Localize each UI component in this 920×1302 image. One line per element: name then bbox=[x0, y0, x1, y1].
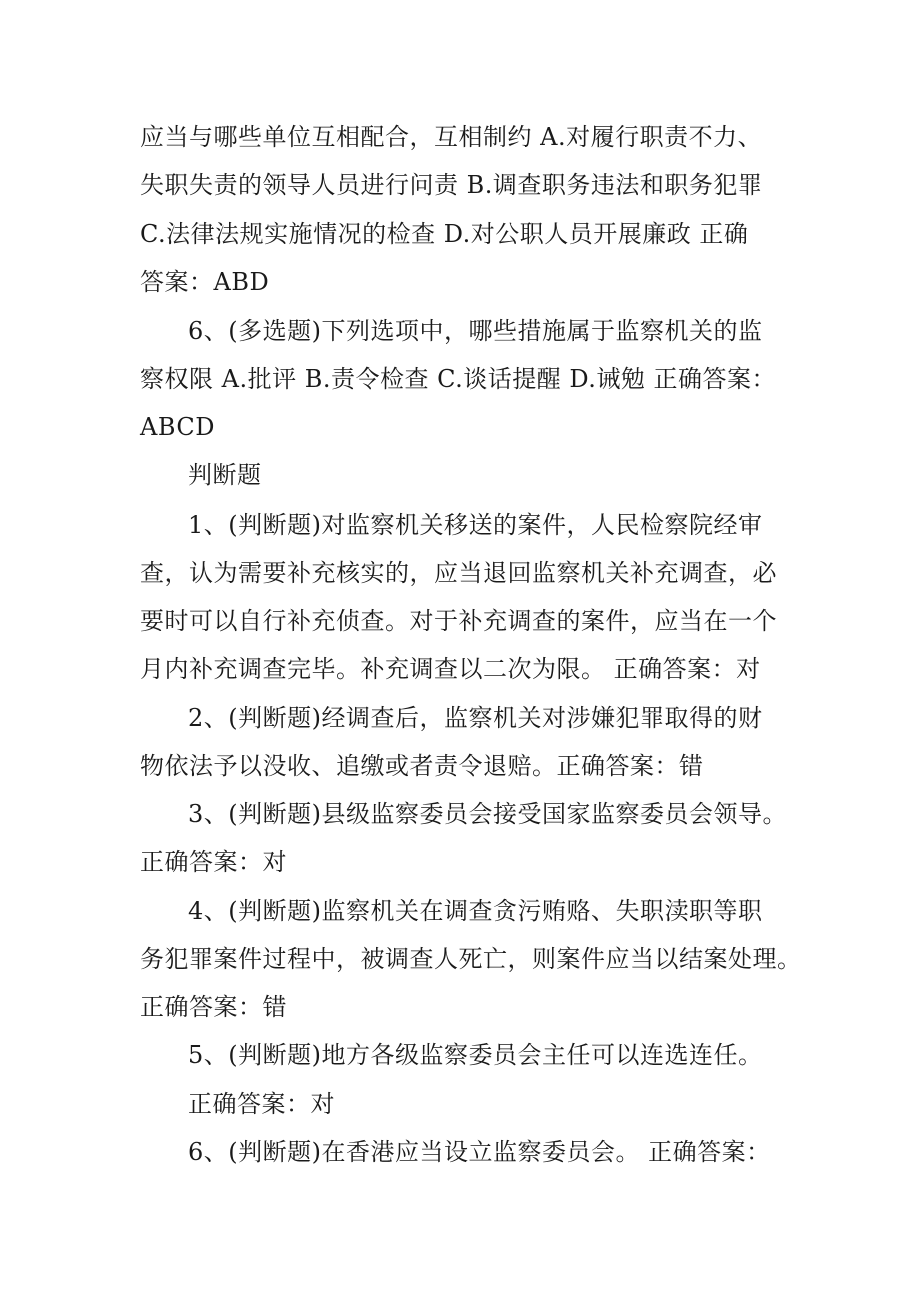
section-heading: 判断题 bbox=[188, 461, 262, 489]
text-line: 4、(判断题)监察机关在调查贪污贿赂、失职渎职等职 bbox=[188, 897, 763, 925]
text-line: 应当与哪些单位互相配合，互相制约 A.对履行职责不力、 bbox=[140, 123, 763, 151]
text-line: 正确答案：对 bbox=[188, 1090, 335, 1118]
text-line: 月内补充调查完毕。补充调查以二次为限。 正确答案：对 bbox=[140, 655, 761, 683]
text-line: 务犯罪案件过程中，被调查人死亡，则案件应当以结案处理。 bbox=[140, 945, 802, 973]
text-line: 正确答案：错 bbox=[140, 993, 287, 1021]
text-line: 物依法予以没收、追缴或者责令退赔。正确答案：错 bbox=[140, 752, 704, 780]
text-line: 查，认为需要补充核实的，应当退回监察机关补充调查，必 bbox=[140, 559, 777, 587]
text-line: 答案：ABD bbox=[140, 268, 270, 296]
text-line: 1、(判断题)对监察机关移送的案件，人民检察院经审 bbox=[188, 511, 763, 539]
text-line: 3、(判断题)县级监察委员会接受国家监察委员会领导。 bbox=[188, 800, 787, 828]
text-line: C.法律法规实施情况的检查 D.对公职人员开展廉政 正确 bbox=[140, 220, 749, 248]
text-line: 6、(判断题)在香港应当设立监察委员会。 正确答案： bbox=[188, 1138, 771, 1166]
text-line: 5、(判断题)地方各级监察委员会主任可以连选连任。 bbox=[188, 1041, 763, 1069]
text-line: 失职失责的领导人员进行问责 B.调查职务违法和职务犯罪 bbox=[140, 171, 763, 199]
text-line: 要时可以自行补充侦查。对于补充调查的案件，应当在一个 bbox=[140, 607, 777, 635]
text-line: 察权限 A.批评 B.责令检查 C.谈话提醒 D.诫勉 正确答案： bbox=[140, 365, 777, 393]
text-line: ABCD bbox=[140, 413, 216, 441]
text-line: 6、(多选题)下列选项中，哪些措施属于监察机关的监 bbox=[188, 317, 763, 345]
text-line: 正确答案：对 bbox=[140, 848, 287, 876]
text-line: 2、(判断题)经调查后，监察机关对涉嫌犯罪取得的财 bbox=[188, 704, 763, 732]
